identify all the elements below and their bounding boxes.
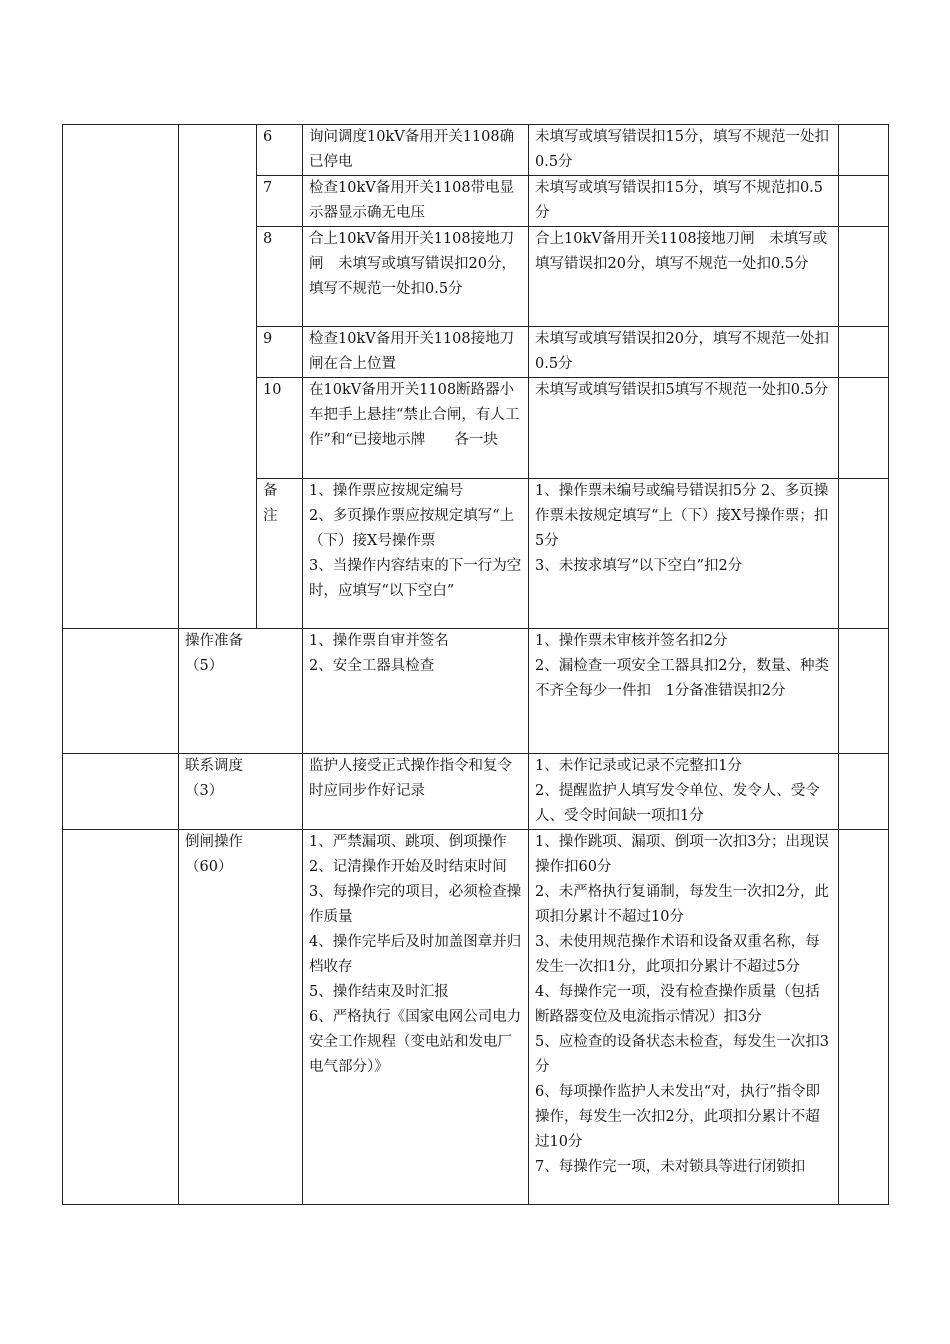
scoring-standard: 未填写或填写错误扣5填写不规范一处扣0.5分	[529, 378, 839, 479]
step-number: 6	[257, 125, 303, 176]
score-cell	[839, 378, 889, 479]
section-standard: 1、未作记录或记录不完整扣1分 2、提醒监护人填写发令单位、发令人、受令人、受令时间缺一项扣1分	[529, 754, 839, 830]
section-item: 1、严禁漏项、跳项、倒项操作 2、记清操作开始及时结束时间 3、每操作完的项目，必须检查操作质量 4、操作完毕后及时加盖图章并归档收存 5、操作结束及时汇报 6、严格执行《国家电网公司电力安全工作规程（变电站和发电厂电气部分）》	[303, 830, 529, 1205]
section-score: （60）	[185, 859, 233, 875]
section-standard: 1、操作票未审核并签名扣2分 2、漏检查一项安全工器具扣2分，数量、种类不齐全每少一件扣 1分备准错误扣2分	[529, 629, 839, 754]
operation-item: 检查10kV备用开关1108带电显示器显示确无电压	[303, 176, 529, 227]
operation-item: 在10kV备用开关1108断路器小车把手上悬挂“禁止合闸，有人工作”和“已接地示牌 各一块	[303, 378, 529, 479]
section-item: 监护人接受正式操作指令和复令时应同步作好记录	[303, 754, 529, 830]
section-score: （5）	[185, 658, 224, 674]
score-cell	[839, 479, 889, 629]
scoring-standard: 合上10kV备用开关1108接地刀闸 未填写或填写错误扣20分，填写不规范一处扣0.5分	[529, 227, 839, 327]
operation-item: 合上10kV备用开关1108接地刀闸 未填写或填写错误扣20分，填写不规范一处扣0.5分	[303, 227, 529, 327]
category-cell	[63, 830, 179, 1205]
section-title	[179, 629, 303, 754]
scoring-standard: 未填写或填写错误扣20分，填写不规范一处扣0.5分	[529, 327, 839, 378]
section-score: （3）	[185, 783, 224, 799]
section-name: 倒闸操作	[185, 834, 243, 850]
scoring-standard: 未填写或填写错误扣15分，填写不规范扣0.5分	[529, 176, 839, 227]
table-row	[63, 125, 889, 176]
score-cell	[839, 754, 889, 830]
section-name: 操作准备	[185, 633, 243, 649]
section-title	[179, 830, 303, 1205]
section-row	[63, 830, 889, 1205]
remark-item: 1、操作票应按规定编号 2、多页操作票应按规定填写“上（下）接X号操作票 3、当操作内容结束的下一行为空时，应填写“以下空白”	[303, 479, 529, 629]
scoring-table	[62, 124, 889, 1205]
section-row	[63, 629, 889, 754]
step-number: 9	[257, 327, 303, 378]
category-cell	[63, 629, 179, 754]
category-cell	[63, 754, 179, 830]
operation-item: 询问调度10kV备用开关1108确已停电	[303, 125, 529, 176]
remark-label: 备 注	[257, 479, 303, 629]
scoring-standard: 未填写或填写错误扣15分，填写不规范一处扣0.5分	[529, 125, 839, 176]
score-cell	[839, 176, 889, 227]
step-number: 10	[257, 378, 303, 479]
subcategory-cell	[179, 125, 257, 629]
section-item: 1、操作票自审并签名 2、安全工器具检查	[303, 629, 529, 754]
step-number: 8	[257, 227, 303, 327]
step-number: 7	[257, 176, 303, 227]
section-row	[63, 754, 889, 830]
section-standard: 1、操作跳项、漏项、倒项一次扣3分；出现误操作扣60分 2、未严格执行复诵制，每发生一次扣2分，此项扣分累计不超过10分 3、未使用规范操作术语和设备双重名称，每发生一次扣1分，此项扣分累计不超过5分 4、每操作完一项，没有检查操作质量（包括断路器变位及电流指示情况）扣3分 5、应检查的设备状态未检查，每发生一次扣3分 6、每项操作监护人未发出“对，执行”指令即操作，每发生一次扣2分，此项扣分累计不超过10分 7、每操作完一项，未对锁具等进行闭锁扣	[529, 830, 839, 1205]
score-cell	[839, 227, 889, 327]
score-cell	[839, 327, 889, 378]
score-cell	[839, 125, 889, 176]
score-cell	[839, 629, 889, 754]
section-name: 联系调度	[185, 758, 243, 774]
section-title	[179, 754, 303, 830]
operation-item: 检查10kV备用开关1108接地刀闸在合上位置	[303, 327, 529, 378]
remark-standard: 1、操作票未编号或编号错误扣5分 2、多页操作票未按规定填写“上（下）接X号操作票；扣5分 3、未按求填写“以下空白”扣2分	[529, 479, 839, 629]
category-cell	[63, 125, 179, 629]
score-cell	[839, 830, 889, 1205]
